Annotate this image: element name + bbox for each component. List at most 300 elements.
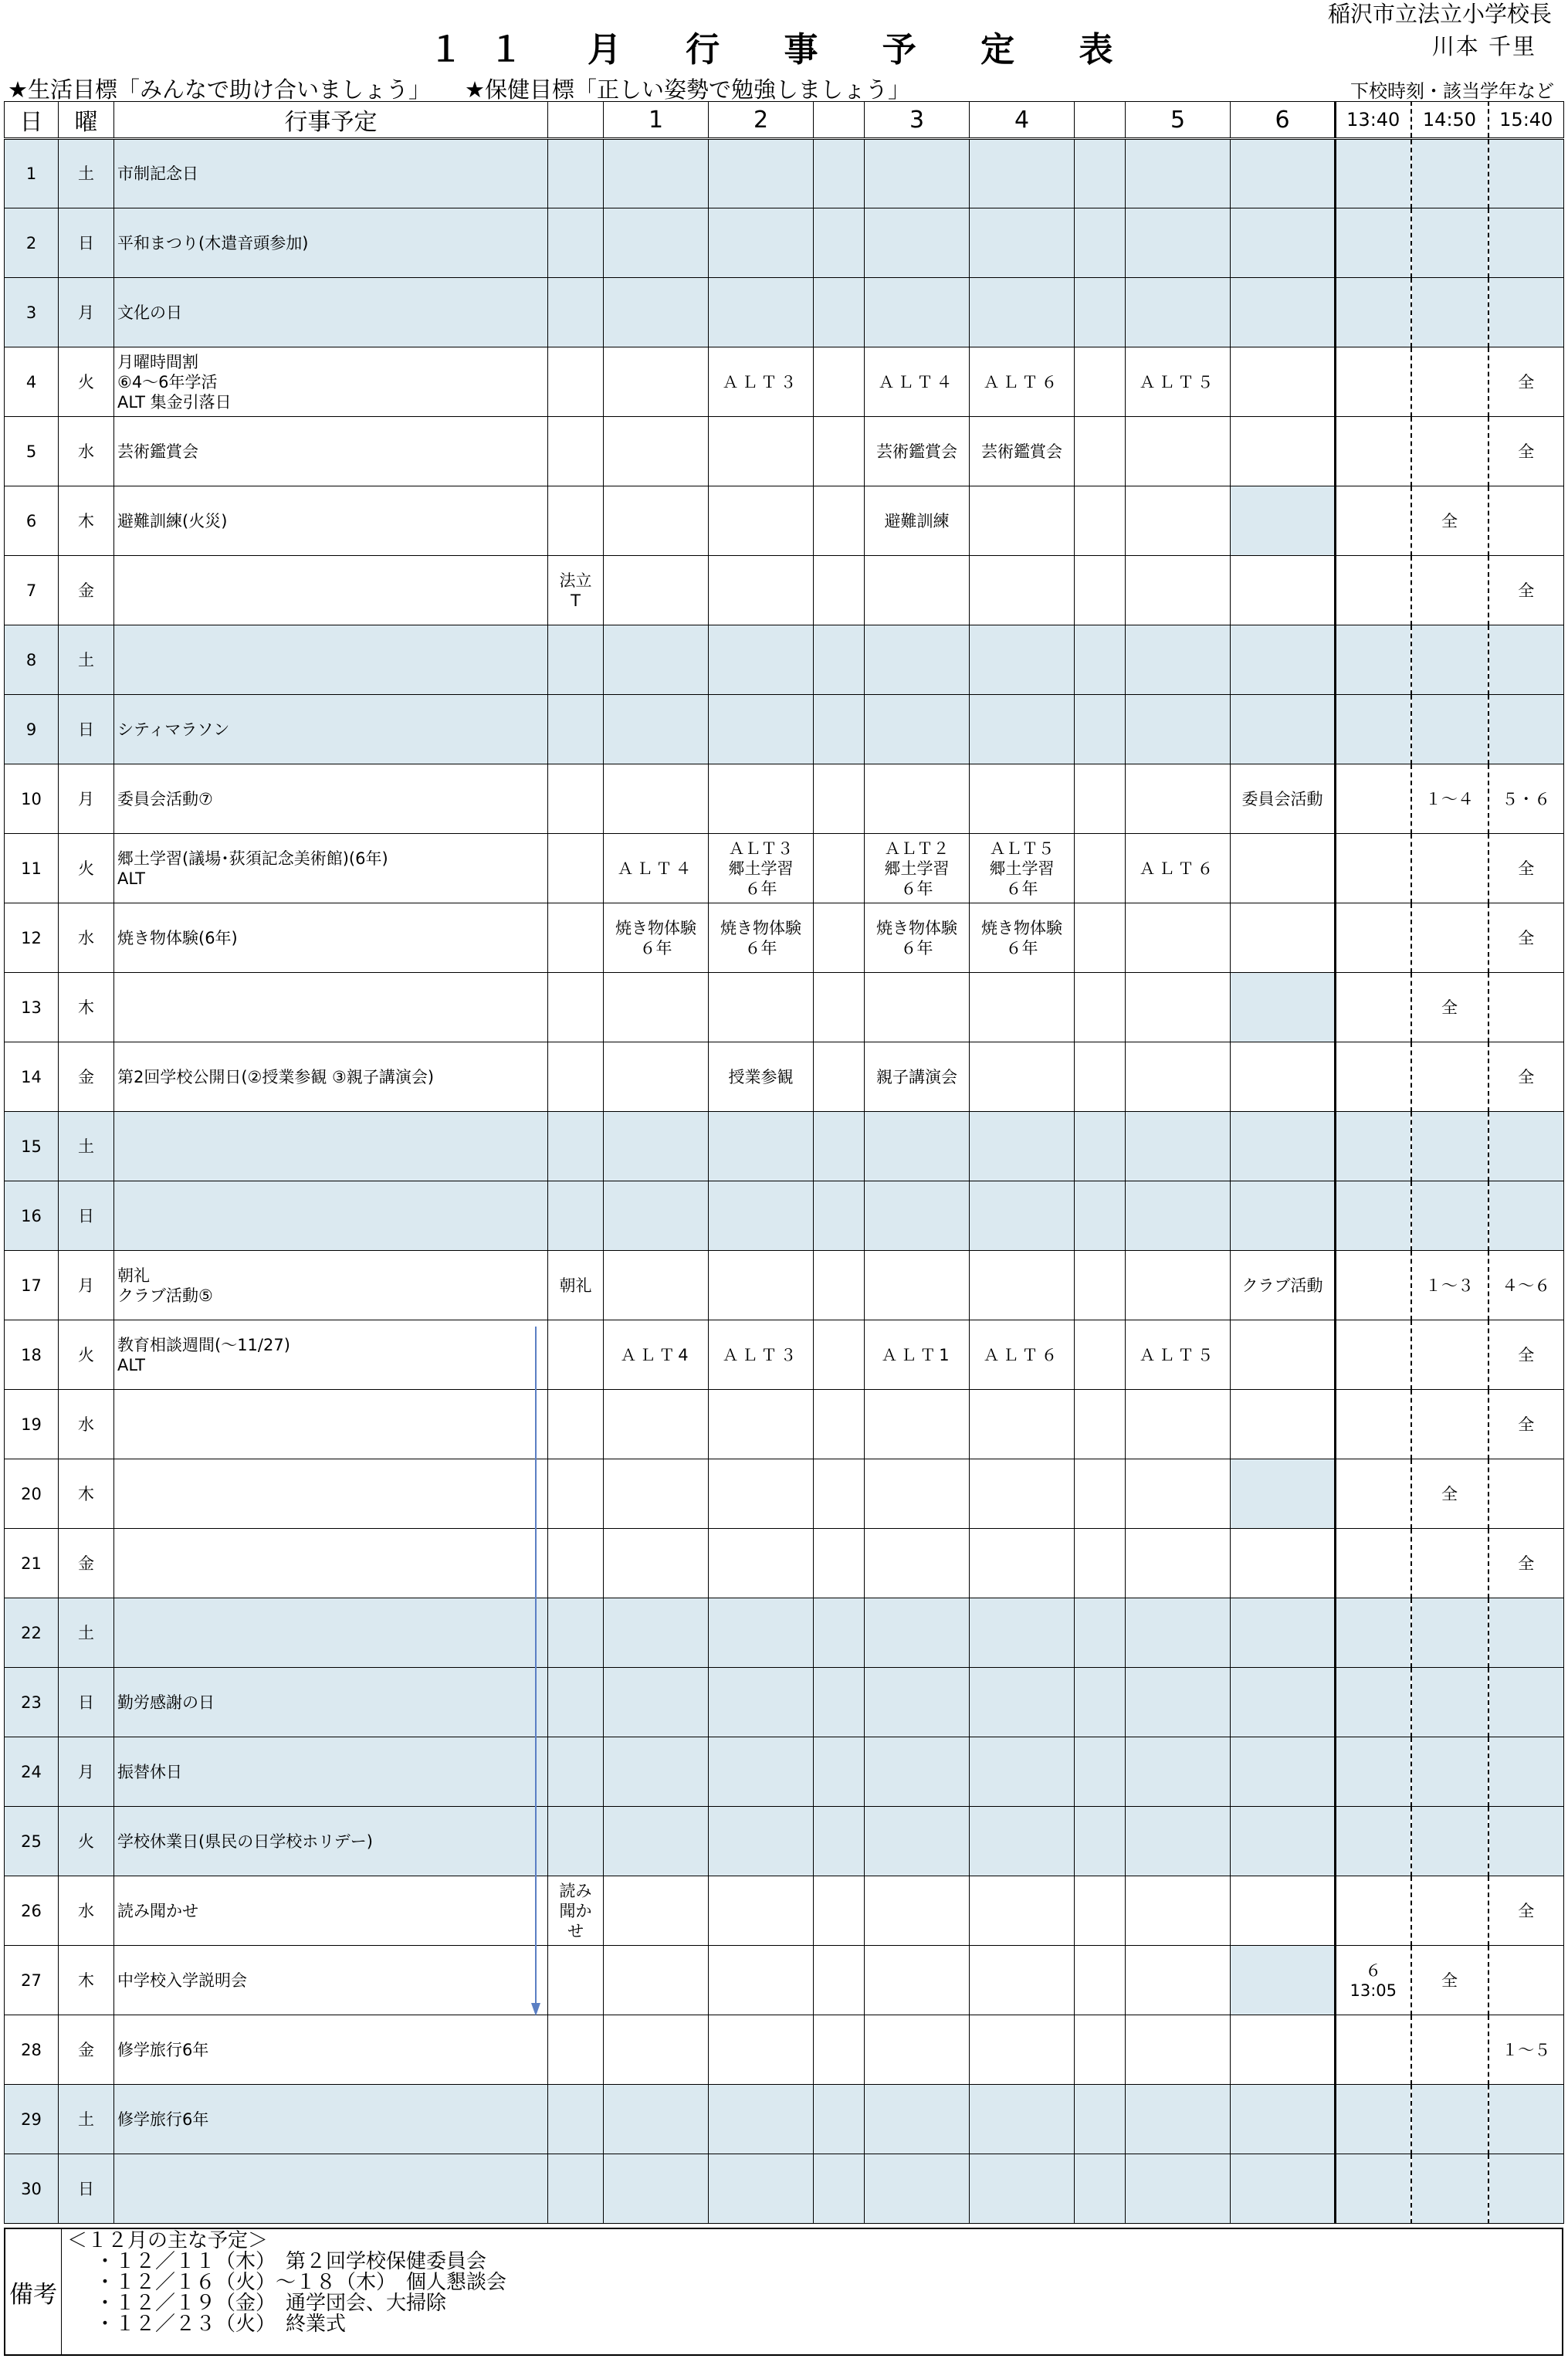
period4-cell [970,2154,1075,2224]
event-cell: 勤労感謝の日 [114,1668,548,1737]
gap-cell [814,347,865,417]
period4-cell: 芸術鑑賞会 [970,417,1075,486]
time1-cell [1336,834,1411,903]
gap-cell [814,2154,865,2224]
period5-cell [1126,1112,1231,1181]
time2-cell [1411,1112,1488,1181]
gap-cell [1075,278,1126,347]
gap-cell [1075,1112,1126,1181]
time1-cell [1336,973,1411,1042]
time1-cell [1336,1320,1411,1390]
time2-cell [1411,625,1488,695]
col-weekday: 曜 [59,102,114,139]
note-cell [548,1112,604,1181]
weekday-cell: 火 [59,834,114,903]
day-cell: 7 [5,556,59,625]
time2-cell [1411,2085,1488,2154]
table-row [5,1946,1564,2015]
col-gap-b [1075,102,1126,139]
period5-cell [1126,208,1231,278]
period2-cell [709,1181,814,1251]
time1-cell [1336,208,1411,278]
period6-cell [1231,556,1336,625]
period1-cell [604,1807,709,1876]
period4-cell [970,1181,1075,1251]
period3-cell [865,695,970,764]
event-cell: シティマラソン [114,695,548,764]
weekday-cell: 日 [59,1181,114,1251]
period5-cell [1126,139,1231,208]
period4-cell [970,139,1075,208]
time1-cell [1336,1598,1411,1668]
time2-cell [1411,1807,1488,1876]
table-row [5,1668,1564,1737]
period6-cell [1231,486,1336,556]
col-period-6: 6 [1231,102,1336,139]
gap-cell [1075,1807,1126,1876]
period4-cell [970,1876,1075,1946]
day-cell: 16 [5,1181,59,1251]
time3-cell: 全 [1488,347,1564,417]
time1-cell [1336,1737,1411,1807]
event-cell [114,1529,548,1598]
gap-cell [814,1598,865,1668]
event-cell [114,1390,548,1459]
gap-cell [1075,1320,1126,1390]
period3-cell: 芸術鑑賞会 [865,417,970,486]
event-cell [114,1598,548,1668]
event-cell [114,1112,548,1181]
period4-cell [970,973,1075,1042]
day-cell: 28 [5,2015,59,2085]
period2-cell [709,1459,814,1529]
note-cell: 読み 聞か せ [548,1876,604,1946]
time2-cell [1411,1390,1488,1459]
time3-cell: ５・６ [1488,764,1564,834]
period5-cell [1126,278,1231,347]
period4-cell [970,486,1075,556]
event-cell [114,556,548,625]
gap-cell [1075,417,1126,486]
period3-cell [865,1876,970,1946]
period4-cell [970,1946,1075,2015]
period3-cell [865,2154,970,2224]
period4-cell [970,695,1075,764]
period6-cell [1231,278,1336,347]
period1-cell [604,1598,709,1668]
weekday-cell: 火 [59,347,114,417]
period5-cell [1126,1459,1231,1529]
table-row [5,1042,1564,1112]
period5-cell [1126,973,1231,1042]
table-row [5,695,1564,764]
period4-cell [970,2015,1075,2085]
goals-line [8,73,910,104]
period3-cell [865,764,970,834]
time1-cell [1336,1251,1411,1320]
period4-cell [970,1598,1075,1668]
period5-cell: ＡＬＴ６ [1126,834,1231,903]
period3-cell [865,2015,970,2085]
event-cell: 修学旅行6年 [114,2015,548,2085]
period5-cell: ＡＬＴ５ [1126,1320,1231,1390]
gap-cell [814,834,865,903]
period3-cell [865,1737,970,1807]
day-cell: 13 [5,973,59,1042]
time2-cell [1411,1529,1488,1598]
gap-cell [814,973,865,1042]
table-row [5,1320,1564,1390]
period3-cell [865,1529,970,1598]
dismissal-note: 下校時刻・該当学年など [1350,80,1554,102]
gap-cell [1075,1042,1126,1112]
table-row [5,2154,1564,2224]
period6-cell [1231,625,1336,695]
period5-cell [1126,2015,1231,2085]
time2-cell [1411,1876,1488,1946]
period5-cell [1126,1946,1231,2015]
note-cell [548,1181,604,1251]
period1-cell [604,208,709,278]
day-cell: 19 [5,1390,59,1459]
period4-cell: 焼き物体験 ６年 [970,903,1075,973]
day-cell: 15 [5,1112,59,1181]
period1-cell: ＡＬＴ4 [604,1320,709,1390]
time2-cell [1411,834,1488,903]
gap-cell [1075,1946,1126,2015]
table-row [5,556,1564,625]
period5-cell [1126,1668,1231,1737]
table-row [5,1598,1564,1668]
weekday-cell: 金 [59,1042,114,1112]
note-cell [548,208,604,278]
period5-cell: ＡＬＴ５ [1126,347,1231,417]
gap-cell [814,1042,865,1112]
period4-cell [970,1251,1075,1320]
note-cell [548,417,604,486]
period3-cell [865,1181,970,1251]
period1-cell [604,1112,709,1181]
event-cell [114,1459,548,1529]
period1-cell [604,2154,709,2224]
period-arrow [530,1327,542,2017]
period2-cell [709,278,814,347]
period2-cell [709,486,814,556]
period1-cell [604,1390,709,1459]
day-cell: 5 [5,417,59,486]
weekday-cell: 木 [59,1946,114,2015]
event-cell [114,1181,548,1251]
period1-cell [604,139,709,208]
weekday-cell: 土 [59,1112,114,1181]
gap-cell [814,1876,865,1946]
note-cell: 朝礼 [548,1251,604,1320]
time1-cell [1336,2085,1411,2154]
gap-cell [1075,625,1126,695]
period5-cell [1126,1181,1231,1251]
time2-cell [1411,2015,1488,2085]
period1-cell [604,1737,709,1807]
period5-cell [1126,556,1231,625]
period6-cell [1231,1876,1336,1946]
col-period-4: 4 [970,102,1075,139]
day-cell: 24 [5,1737,59,1807]
weekday-cell: 日 [59,208,114,278]
event-cell: 第2回学校公開日(②授業参観 ③親子講演会) [114,1042,548,1112]
note-cell [548,2015,604,2085]
period3-cell: 親子講演会 [865,1042,970,1112]
event-cell: 市制記念日 [114,139,548,208]
note-cell [548,347,604,417]
time2-cell [1411,278,1488,347]
note-cell [548,834,604,903]
period6-cell [1231,139,1336,208]
table-row [5,1876,1564,1946]
gap-cell [814,417,865,486]
day-cell: 3 [5,278,59,347]
weekday-cell: 金 [59,2015,114,2085]
period4-cell [970,1112,1075,1181]
gap-cell [1075,1598,1126,1668]
time3-cell: 全 [1488,1320,1564,1390]
page-title: １１ 月 行 事 予 定 表 [428,30,1140,69]
time3-cell [1488,2154,1564,2224]
period2-cell: ＡＬＴ３ 郷土学習 ６年 [709,834,814,903]
gap-cell [814,208,865,278]
day-cell: 10 [5,764,59,834]
event-cell: 委員会活動⑦ [114,764,548,834]
period6-cell [1231,347,1336,417]
time2-cell: 全 [1411,486,1488,556]
weekday-cell: 月 [59,1737,114,1807]
time3-cell [1488,1946,1564,2015]
gap-cell [814,556,865,625]
gap-cell [814,764,865,834]
period2-cell [709,1946,814,2015]
weekday-cell: 火 [59,1320,114,1390]
period3-cell: ＡＬＴ1 [865,1320,970,1390]
gap-cell [1075,973,1126,1042]
period6-cell [1231,1668,1336,1737]
gap-cell [1075,1529,1126,1598]
gap-cell [814,1668,865,1737]
event-cell: 振替休日 [114,1737,548,1807]
gap-cell [814,1807,865,1876]
period5-cell [1126,1251,1231,1320]
time3-cell: 全 [1488,417,1564,486]
event-cell: 学校休業日(県民の日学校ホリデー) [114,1807,548,1876]
day-cell: 27 [5,1946,59,2015]
period5-cell [1126,1598,1231,1668]
schedule-body [5,139,1564,2224]
period2-cell: 授業参観 [709,1042,814,1112]
gap-cell [1075,2085,1126,2154]
table-row [5,1251,1564,1320]
gap-cell [1075,1251,1126,1320]
time1-cell [1336,1459,1411,1529]
period3-cell [865,208,970,278]
schedule-table [4,101,1564,2224]
time2-cell [1411,903,1488,973]
period2-cell [709,1529,814,1598]
period5-cell [1126,625,1231,695]
gap-cell [1075,834,1126,903]
period6-cell [1231,1112,1336,1181]
time1-cell [1336,1807,1411,1876]
time3-cell [1488,1598,1564,1668]
gap-cell [814,139,865,208]
period1-cell [604,695,709,764]
period6-cell: 委員会活動 [1231,764,1336,834]
gap-cell [1075,1668,1126,1737]
note-cell [548,278,604,347]
period6-cell [1231,1529,1336,1598]
time1-cell [1336,556,1411,625]
weekday-cell: 月 [59,764,114,834]
day-cell: 12 [5,903,59,973]
period3-cell [865,625,970,695]
time1-cell [1336,486,1411,556]
time1-cell [1336,1529,1411,1598]
period6-cell [1231,1390,1336,1459]
period1-cell [604,2085,709,2154]
weekday-cell: 月 [59,1251,114,1320]
period4-cell [970,1459,1075,1529]
table-row [5,208,1564,278]
period3-cell [865,1598,970,1668]
gap-cell [814,1529,865,1598]
note-cell [548,1320,604,1390]
day-cell: 4 [5,347,59,417]
event-cell: 修学旅行6年 [114,2085,548,2154]
time2-cell [1411,1042,1488,1112]
event-cell: 焼き物体験(6年) [114,903,548,973]
period1-cell [604,486,709,556]
time1-cell [1336,625,1411,695]
period6-cell [1231,973,1336,1042]
period1-cell [604,2015,709,2085]
event-cell: 月曜時間割 ⑥4～6年学活 ALT 集金引落日 [114,347,548,417]
period6-cell [1231,208,1336,278]
time1-cell [1336,764,1411,834]
gap-cell [1075,1737,1126,1807]
time1-cell [1336,1181,1411,1251]
period1-cell [604,1459,709,1529]
gap-cell [814,625,865,695]
gap-cell [1075,764,1126,834]
period5-cell [1126,764,1231,834]
event-cell: 教育相談週間(～11/27) ALT [114,1320,548,1390]
weekday-cell: 日 [59,1668,114,1737]
event-cell [114,2154,548,2224]
note-cell [548,2085,604,2154]
period6-cell [1231,1181,1336,1251]
time3-cell: 全 [1488,556,1564,625]
day-cell: 20 [5,1459,59,1529]
period5-cell [1126,1042,1231,1112]
table-row [5,278,1564,347]
time3-cell: 全 [1488,1042,1564,1112]
table-row [5,625,1564,695]
remarks-body [67,2231,506,2335]
note-cell [548,1459,604,1529]
time3-cell [1488,1737,1564,1807]
period1-cell [604,1668,709,1737]
time1-cell [1336,2154,1411,2224]
event-cell: 中学校入学説明会 [114,1946,548,2015]
time2-cell [1411,208,1488,278]
time3-cell [1488,139,1564,208]
time2-cell [1411,2154,1488,2224]
col-events: 行事予定 [114,102,548,139]
time3-cell: ４～６ [1488,1251,1564,1320]
event-cell: 文化の日 [114,278,548,347]
day-cell: 11 [5,834,59,903]
day-cell: 26 [5,1876,59,1946]
gap-cell [814,2085,865,2154]
gap-cell [814,903,865,973]
gap-cell [814,1181,865,1251]
period6-cell [1231,1042,1336,1112]
day-cell: 2 [5,208,59,278]
weekday-cell: 土 [59,625,114,695]
time3-cell: 全 [1488,1529,1564,1598]
note-cell [548,1946,604,2015]
period3-cell [865,1390,970,1459]
period1-cell [604,973,709,1042]
time1-cell [1336,417,1411,486]
table-row [5,834,1564,903]
time2-cell [1411,1181,1488,1251]
weekday-cell: 木 [59,973,114,1042]
remarks-heading: ＜１２月の主な予定＞ [67,2229,269,2252]
period6-cell [1231,1459,1336,1529]
table-row [5,1181,1564,1251]
gap-cell [1075,347,1126,417]
time3-cell [1488,1807,1564,1876]
table-row [5,347,1564,417]
period5-cell [1126,1390,1231,1459]
period1-cell [604,278,709,347]
time3-cell [1488,973,1564,1042]
remarks-item: ・１２／１１（木） 第２回学校保健委員会 [95,2250,487,2273]
time3-cell: 全 [1488,1876,1564,1946]
time3-cell: 全 [1488,903,1564,973]
period2-cell [709,556,814,625]
note-cell [548,764,604,834]
period2-cell [709,625,814,695]
time1-cell [1336,139,1411,208]
event-cell: 読み聞かせ [114,1876,548,1946]
note-cell [548,1668,604,1737]
weekday-cell: 金 [59,556,114,625]
weekday-cell: 水 [59,1390,114,1459]
arrow-head [531,2003,540,2016]
period2-cell [709,1737,814,1807]
note-cell [548,1042,604,1112]
table-row [5,486,1564,556]
weekday-cell: 水 [59,903,114,973]
remarks-label: 備考 [5,2229,62,2354]
period4-cell [970,764,1075,834]
time2-cell: １～３ [1411,1251,1488,1320]
event-cell [114,625,548,695]
period5-cell [1126,1529,1231,1598]
time1-cell [1336,1876,1411,1946]
note-cell [548,1807,604,1876]
time3-cell [1488,486,1564,556]
period4-cell [970,1042,1075,1112]
